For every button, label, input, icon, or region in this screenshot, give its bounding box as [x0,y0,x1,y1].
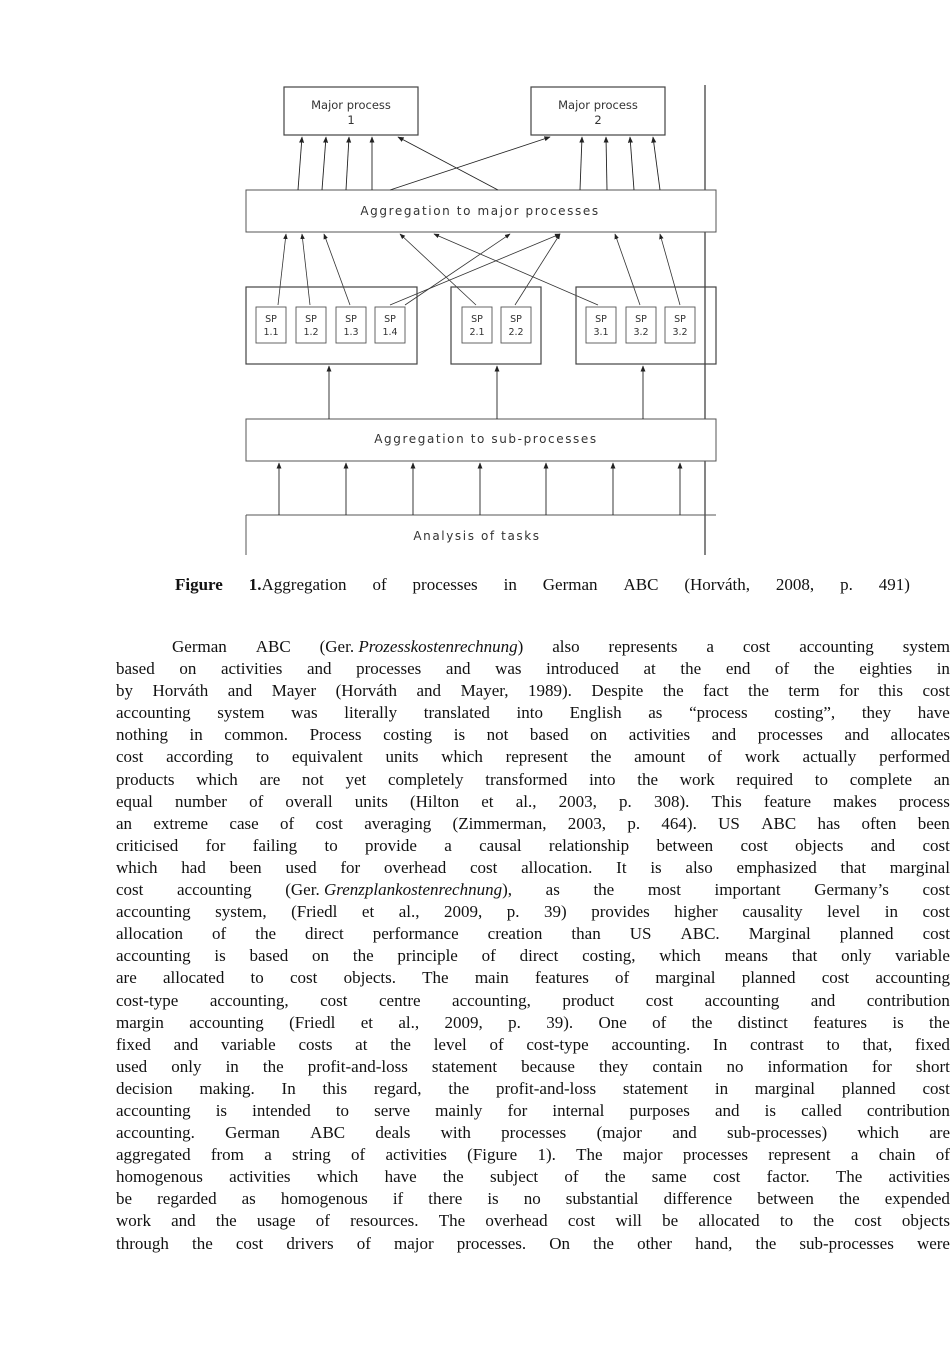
figure-label: Figure [175,575,223,594]
text-line: cost according to equivalent units which represent the amount of work actually performed [116,747,950,767]
subprocess-code: SP [635,314,647,325]
subprocess-code: SP [595,314,607,325]
subprocess-box [501,307,531,343]
text-line: are allocated to cost objects. The main features of marginal planned cost accounting [116,968,950,988]
text-line: through the cost drivers of major processes. On the other hand, the sub-processes were [116,1233,950,1253]
text-line: fixed and variable costs at the level of cost-type accounting. In contrast to that, fixed [116,1034,950,1054]
subprocess-box [375,307,405,343]
text-line: accounting system, (Friedl et al., 2009, p. 39) provides higher causality level in cost [116,902,950,922]
text-line: decision making. In this regard, the profit-and-loss statement in marginal planned cost [116,1078,950,1098]
text-line: used only in the profit-and-loss statement because they contain no information for short [116,1056,950,1076]
text-line: criticised for failing to provide a causal relationship between cost objects and cost [116,835,950,855]
text-line: based on activities and processes and was introduced at the end of the eighties in [116,659,950,679]
major-process-2-box [531,87,665,135]
caption-word: German [542,575,598,594]
text-line: work and the usage of resources. The overhead cost will be allocated to the cost objects [116,1211,950,1231]
subprocess-number: 3.2 [633,327,649,338]
subprocess-box [296,307,326,343]
text-line: cost-type accounting, cost centre accounting, product cost accounting and contribution [116,990,950,1010]
text-line: accounting is based on the principle of direct costing, which means that only variable [116,946,950,966]
figure-caption [175,575,910,595]
subprocess-to-major-lines [278,234,680,305]
subprocess-code: SP [265,314,277,325]
analysis-tasks-label: Analysis of tasks [413,529,541,543]
analysis-tasks-box [246,515,716,555]
subprocess-code: SP [471,314,483,325]
process-aggregation-diagram [0,0,950,560]
subprocess-code: SP [345,314,357,325]
caption-word: ABC [623,575,659,594]
aggregation-major-box [246,190,716,232]
caption-word: (Horváth, [684,575,750,594]
task-arrows [279,463,680,515]
text-line: allocation of the direct performance creation than US ABC. Marginal planned cost [116,924,950,944]
caption-word: 2008, [775,575,815,594]
text-line: an extreme case of cost averaging (Zimmerman, 2003, p. 464). US ABC has often been [116,813,950,833]
subprocess-number: 3.2 [672,327,688,338]
subprocess-box [626,307,656,343]
sub-group-arrows [329,366,643,419]
caption-word: 491) [878,575,910,594]
caption-word: processes [412,575,478,594]
text-line: equal number of overall units (Hilton et al., 2003, p. 308). This feature makes process [116,791,950,811]
text-line: be regarded as homogenous if there is no substantial difference between the expended [116,1189,950,1209]
text-line: cost accounting (Ger. Grenzplankostenrechnung), as the most important Germany’s cost [116,880,950,900]
caption-word: p. [840,575,853,594]
subprocess-number: 2.2 [508,327,524,338]
major-process-1-box [284,87,418,135]
subprocess-number: 1.2 [303,327,319,338]
caption-word: of [372,575,387,594]
text-line: which had been used for overhead cost allocation. It is also emphasized that marginal [116,857,950,877]
subprocess-code: SP [674,314,686,325]
text-line: German ABC (Ger. Prozesskostenrechnung) also represents a cost accounting system [172,637,950,656]
body-paragraph [116,636,950,1255]
subprocess-box [586,307,616,343]
subprocess-code: SP [384,314,396,325]
subprocess-box [336,307,366,343]
subprocess-boxes [256,307,695,343]
aggregation-major-label: Aggregation to major processes [360,204,600,218]
text-line: homogenous activities which have the subject of the same cost factor. The activities [116,1167,950,1187]
subprocess-code: SP [305,314,317,325]
subprocess-code: SP [510,314,522,325]
text-line: aggregated from a string of activities (Figure 1). The major processes represent a chain of [116,1145,950,1165]
figure-number: 1.Aggregation [248,575,347,594]
aggregation-sub-label: Aggregation to sub-processes [374,432,598,446]
text-line: accounting. German ABC deals with processes (major and sub-processes) which are [116,1123,950,1143]
subprocess-number: 1.4 [382,327,398,338]
major-process-1-label: Major process [311,98,391,112]
major-arrows [298,137,660,190]
subprocess-number: 2.1 [469,327,485,338]
subprocess-box [462,307,492,343]
aggregation-sub-box [246,419,716,461]
text-line: products which are not yet completely transformed into the work required to complete an [116,769,950,789]
subprocess-number: 3.1 [593,327,609,338]
text-line: nothing in common. Process costing is not based on activities and processes and allocates [116,725,950,745]
text-line: by Horváth and Mayer (Horváth and Mayer, 1989). Despite the fact the term for this cost [116,681,950,701]
subprocess-number: 1.1 [263,327,279,338]
subprocess-box [256,307,286,343]
subprocess-box [665,307,695,343]
major-process-2-number: 2 [594,113,602,127]
major-process-2-label: Major process [558,98,638,112]
major-process-1-number: 1 [347,113,355,127]
text-line: accounting system was literally translated into English as “process costing”, they have [116,703,950,723]
subprocess-number: 1.3 [343,327,359,338]
caption-word: in [503,575,517,594]
text-line: accounting is intended to serve mainly for internal purposes and is called contribution [116,1100,950,1120]
text-line: margin accounting (Friedl et al., 2009, p. 39). One of the distinct features is the [116,1012,950,1032]
